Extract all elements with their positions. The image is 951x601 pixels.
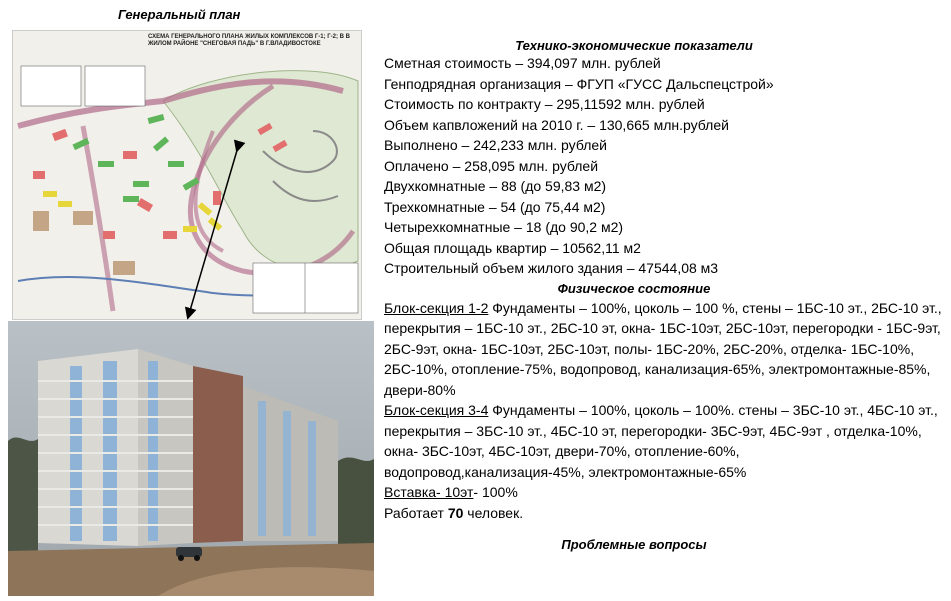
workers-suffix: человек. bbox=[463, 504, 524, 521]
info-column bbox=[384, 38, 944, 554]
tech-line: Выполнено – 242,233 млн. рублей bbox=[384, 137, 607, 153]
block-34-label: Блок-секция 3-4 bbox=[384, 402, 489, 418]
tech-line: Строительный объем жилого здания – 47544,08 м3 bbox=[384, 260, 719, 276]
problems-heading: Проблемные вопросы bbox=[561, 537, 707, 552]
phys-heading: Физическое состояние bbox=[557, 280, 711, 296]
plan-title: Генеральный план bbox=[118, 7, 241, 22]
block-12-paragraph bbox=[384, 298, 944, 401]
workers-paragraph bbox=[384, 503, 944, 524]
tech-line: Сметная стоимость – 394,097 млн. рублей bbox=[384, 55, 661, 71]
tech-heading: Технико-экономические показатели bbox=[515, 38, 753, 53]
plan-drawing bbox=[13, 31, 361, 319]
insert-label: Вставка- 10эт bbox=[384, 484, 474, 500]
tech-line: Генподрядная организация – ФГУП «ГУСС Дальспецстрой» bbox=[384, 75, 774, 92]
building-photo bbox=[8, 321, 374, 596]
insert-paragraph bbox=[384, 482, 944, 503]
plan-caption: СХЕМА ГЕНЕРАЛЬНОГО ПЛАНА ЖИЛЫХ КОМПЛЕКСОВ Г-1; Г-2; В В ЖИЛОМ РАЙОНЕ "СНЕГОВАЯ ПАДЬ" В Г.ВЛАДИВОСТОКЕ bbox=[148, 34, 351, 47]
block-12-text: Фундаменты – 100%, цоколь – 100 %, стены – 1БС-10 эт., 2БС-10 эт., перекрытия – 1БС-10 эт., 2БС-10 эт, окна- 1БС-10эт, 2БС-10эт, перегородки - 1БС-9эт, 2БС-9эт, окна- 1БС-10эт, 2БС-10эт, полы- 1БС-20%, 2БС-20%, отделка- 1БС-10%, 2БС-10%, отопление-75%, водопровод, канализация-65%, электромонтажные-85%, двери-80% bbox=[384, 299, 942, 398]
general-plan-map bbox=[12, 30, 362, 320]
insert-text: - 100% bbox=[473, 484, 518, 500]
tech-line: Четырехкомнатные – 18 (до 90,2 м2) bbox=[384, 219, 624, 235]
photo-drawing bbox=[8, 321, 374, 596]
workers-prefix: Работает bbox=[384, 504, 448, 521]
tech-line: Трехкомнатные – 54 (до 75,44 м2) bbox=[384, 198, 606, 215]
block-34-paragraph bbox=[384, 400, 944, 482]
block-34-text: Фундаменты – 100%, цоколь – 100%. стены – 3БС-10 эт., 4БС-10 эт., перекрытия – 3БС-10 эт., 4БС-10 эт, перегородки- 3БС-9эт, 4БС-9эт , отделка-10%, окна- 3БС-10эт, 4БС-10эт, двери-70%, отопление-60%, водопровод,канализация-45%, электромонтажные-65% bbox=[384, 402, 938, 480]
tech-line: Оплачено – 258,095 млн. рублей bbox=[384, 157, 599, 174]
block-12-label: Блок-секция 1-2 bbox=[384, 299, 489, 316]
workers-count: 70 bbox=[447, 504, 464, 521]
tech-line: Объем капвложений на 2010 г. – 130,665 млн.рублей bbox=[384, 116, 729, 133]
tech-line: Стоимость по контракту – 295,11592 млн. рублей bbox=[384, 96, 705, 112]
tech-line: Двухкомнатные – 88 (до 59,83 м2) bbox=[384, 178, 607, 194]
tech-line: Общая площадь квартир – 10562,11 м2 bbox=[384, 239, 641, 256]
